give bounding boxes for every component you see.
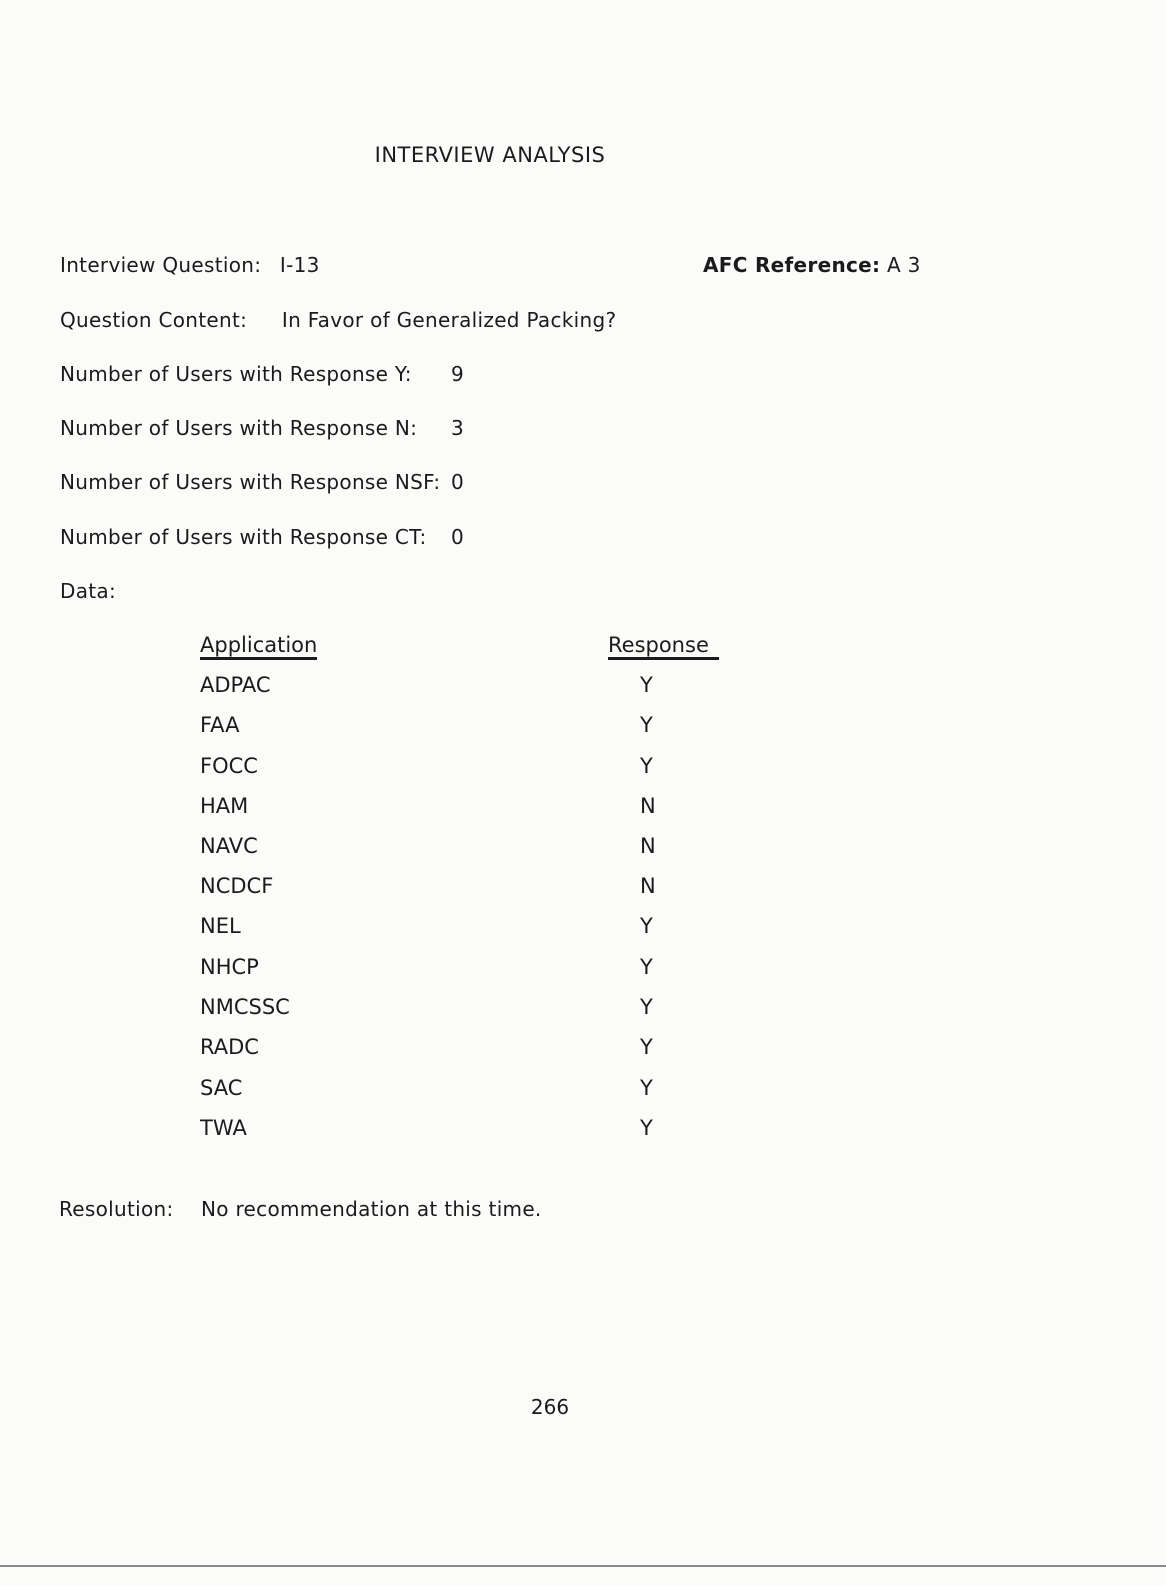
column-header-response: Response — [608, 633, 719, 660]
table-cell-response: Y — [640, 713, 653, 737]
response-count-value: 0 — [451, 525, 465, 549]
afc-reference-label: AFC Reference: — [703, 253, 881, 277]
afc-reference — [703, 253, 921, 277]
question-content-label: Question Content: — [60, 308, 248, 332]
page-title: INTERVIEW ANALYSIS — [374, 143, 606, 167]
resolution-value: No recommendation at this time. — [201, 1197, 542, 1221]
table-cell-response: Y — [640, 955, 653, 979]
table-cell-application: TWA — [200, 1116, 247, 1140]
question-content-value: In Favor of Generalized Packing? — [281, 308, 617, 332]
table-cell-application: NAVC — [200, 834, 258, 858]
table-cell-application: HAM — [200, 794, 249, 818]
response-count-label: Number of Users with Response NSF: — [60, 470, 441, 494]
response-count-label: Number of Users with Response N: — [60, 416, 418, 440]
column-header-application: Application — [200, 633, 317, 660]
data-label: Data: — [60, 579, 116, 603]
table-cell-response: N — [640, 834, 656, 858]
resolution-label: Resolution: — [59, 1197, 174, 1221]
interview-question-label: Interview Question: — [60, 253, 262, 277]
table-cell-application: NEL — [200, 914, 241, 938]
response-count-value: 0 — [451, 470, 465, 494]
question-content — [60, 308, 616, 332]
response-count-y — [60, 362, 412, 386]
table-cell-response: Y — [640, 914, 653, 938]
table-cell-response: Y — [640, 1076, 653, 1100]
table-cell-application: SAC — [200, 1076, 243, 1100]
response-count-nsf — [60, 470, 440, 494]
table-cell-response: Y — [640, 1116, 653, 1140]
table-cell-response: Y — [640, 995, 653, 1019]
table-cell-application: ADPAC — [200, 673, 271, 697]
table-cell-response: Y — [640, 754, 653, 778]
response-count-ct — [60, 525, 427, 549]
table-cell-application: FOCC — [200, 754, 258, 778]
table-cell-response: N — [640, 874, 656, 898]
table-cell-response: N — [640, 794, 656, 818]
table-cell-application: NMCSSC — [200, 995, 290, 1019]
table-cell-application: FAA — [200, 713, 240, 737]
response-count-value: 3 — [451, 416, 465, 440]
table-cell-application: NCDCF — [200, 874, 274, 898]
table-cell-application: RADC — [200, 1035, 259, 1059]
response-count-value: 9 — [451, 362, 465, 386]
table-cell-application: NHCP — [200, 955, 259, 979]
interview-question-value: I-13 — [279, 253, 320, 277]
response-count-label: Number of Users with Response CT: — [60, 525, 427, 549]
afc-reference-value: A 3 — [886, 253, 921, 277]
page-number: 266 — [530, 1395, 570, 1419]
response-count-label: Number of Users with Response Y: — [60, 362, 412, 386]
page-bottom-rule — [0, 1565, 1166, 1567]
table-cell-response: Y — [640, 1035, 653, 1059]
table-cell-response: Y — [640, 673, 653, 697]
response-count-n — [60, 416, 417, 440]
interview-question — [60, 253, 320, 277]
